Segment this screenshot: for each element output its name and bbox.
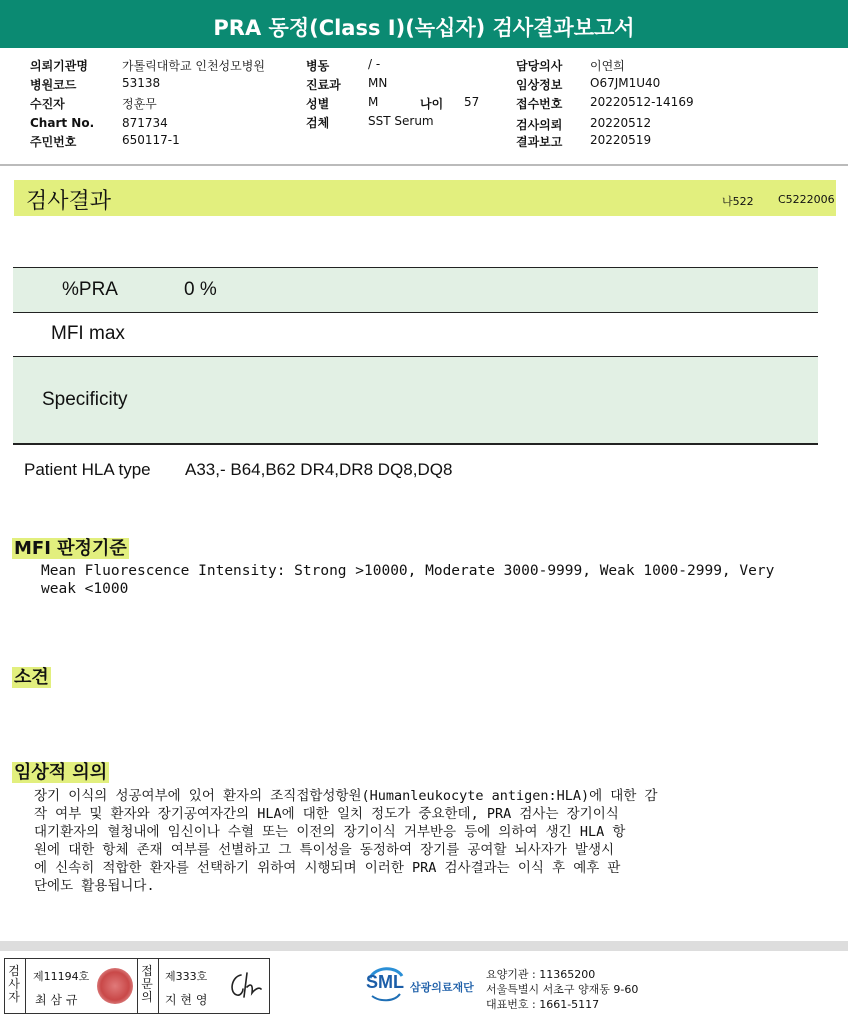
hospital-name-label: 의뢰기관명 [30,59,88,73]
age-label: 나이 [420,97,444,111]
inspector-number: 제11194호 [33,970,90,983]
clinical-line: 대기환자의 혈청내에 임신이나 수혈 또는 이전의 장기이식 거부반응 등에 의하여 생긴 HLA 항 [34,824,626,840]
report-date-value: 20220519 [590,133,652,147]
report-title: PRA 동정(Class I)(녹십자) 검사결과보고서 [0,0,848,48]
address: 서울특별시 서초구 양재동 9-60 [486,983,639,996]
confirmer-char: 접 [141,964,153,978]
clinical-line: 에 신속히 적합한 환자를 선택하기 위하여 시행되며 이러한 PRA 검사결과는 이식 후 예후 판 [34,860,621,876]
receipt-no-label: 접수번호 [516,97,563,111]
sml-logo-text: SML [366,972,404,992]
signature-box [4,958,270,1014]
specificity-label: Specificity [42,389,128,410]
resident-no-value: 650117-1 [122,133,180,147]
inspector-char: 자 [8,990,20,1004]
doctor-label: 담당의사 [516,59,563,73]
result-code-2: C5222006 [778,193,835,206]
request-date-label: 검사의뢰 [516,118,563,132]
confirmer-number: 제333호 [165,970,208,983]
clinical-info-value: O67JM1U40 [590,76,661,90]
cell-divider [158,959,159,1013]
phone-number: 대표번호 : 1661-5117 [486,998,600,1011]
chart-no-value: 871734 [122,116,168,130]
hospital-code-value: 53138 [122,76,161,90]
hospital-name-value: 가톨릭대학교 인천성모병원 [122,59,265,73]
pra-value: 0 % [184,279,217,300]
specimen-value: SST Serum [368,114,434,128]
org-name: 삼광의료재단 [410,981,474,994]
hospital-code-label: 병원코드 [30,78,77,92]
clinical-info-label: 임상정보 [516,78,563,92]
result-section-bar [14,180,836,216]
sex-label: 성별 [306,97,330,111]
inspector-char: 사 [8,977,20,991]
report-date-label: 결과보고 [516,135,563,149]
hla-type-label: Patient HLA type [24,460,151,479]
cell-divider [25,959,26,1013]
mfi-criteria-title: MFI 판정기준 [14,538,127,559]
ward-label: 병동 [306,59,330,73]
request-date-value: 20220512 [590,116,652,130]
resident-no-label: 주민번호 [30,135,77,149]
ward-value: / - [368,57,381,71]
confirmer-name: 지 현 영 [165,993,208,1007]
clinical-line: 작 여부 및 환자와 장기공여자간의 HLA에 대한 일치 정도가 중요한데, PRA 검사는 장기이식 [34,806,619,822]
inspector-name: 최 삼 규 [35,993,78,1007]
specificity-row [13,357,818,444]
sex-value: M [368,95,379,109]
clinical-line: 장기 이식의 성공여부에 있어 환자의 조직접합성항원(Humanleukocyte antigen:HLA)에 대한 감 [34,788,658,804]
confirmer-char: 의 [141,990,153,1004]
receipt-no-value: 20220512-14169 [590,95,694,109]
specimen-label: 검체 [306,116,330,130]
result-code-1: 나522 [722,195,754,208]
footer-divider [0,941,848,951]
confirmer-vertical-label [138,965,156,1004]
patient-label: 수진자 [30,97,65,111]
seal-stamp-icon [97,968,133,1004]
result-section-title: 검사결과 [26,189,112,214]
pra-label: %PRA [62,279,118,300]
age-value: 57 [464,95,480,109]
department-value: MN [368,76,388,90]
inspector-vertical-label [5,965,23,1004]
hla-type-value: A33,- B64,B62 DR4,DR8 DQ8,DQ8 [185,460,453,479]
department-label: 진료과 [306,78,341,92]
row-divider [13,312,818,313]
mfi-criteria-line: weak <1000 [41,581,129,597]
mfi-criteria-line: Mean Fluorescence Intensity: Strong >10000, Moderate 3000-9999, Weak 1000-2999, Very [41,563,775,579]
clinical-line: 단에도 활용됩니다. [34,878,155,894]
clinical-line: 원에 대한 항체 존재 여부를 선별하고 그 특이성을 동정하여 장기를 공여할 뇌사자가 발생시 [34,842,615,858]
pra-row [13,268,818,312]
header-divider [0,164,848,166]
clinical-text [34,787,658,895]
clinical-title: 임상적 의의 [14,762,108,783]
chart-no-label: Chart No. [30,116,95,130]
confirmer-char: 문 [141,977,153,991]
mfi-criteria-section [12,534,129,560]
mfi-max-label: MFI max [51,323,125,344]
clinical-section [12,758,109,784]
signature-icon [227,969,263,1003]
inspector-char: 검 [8,964,20,978]
institution-code: 요양기관 : 11365200 [486,968,596,981]
table-bottom-border [13,443,818,445]
opinion-section [12,663,51,689]
opinion-title: 소견 [14,667,49,688]
doctor-value: 이연희 [590,59,625,73]
patient-value: 정훈무 [122,97,157,111]
